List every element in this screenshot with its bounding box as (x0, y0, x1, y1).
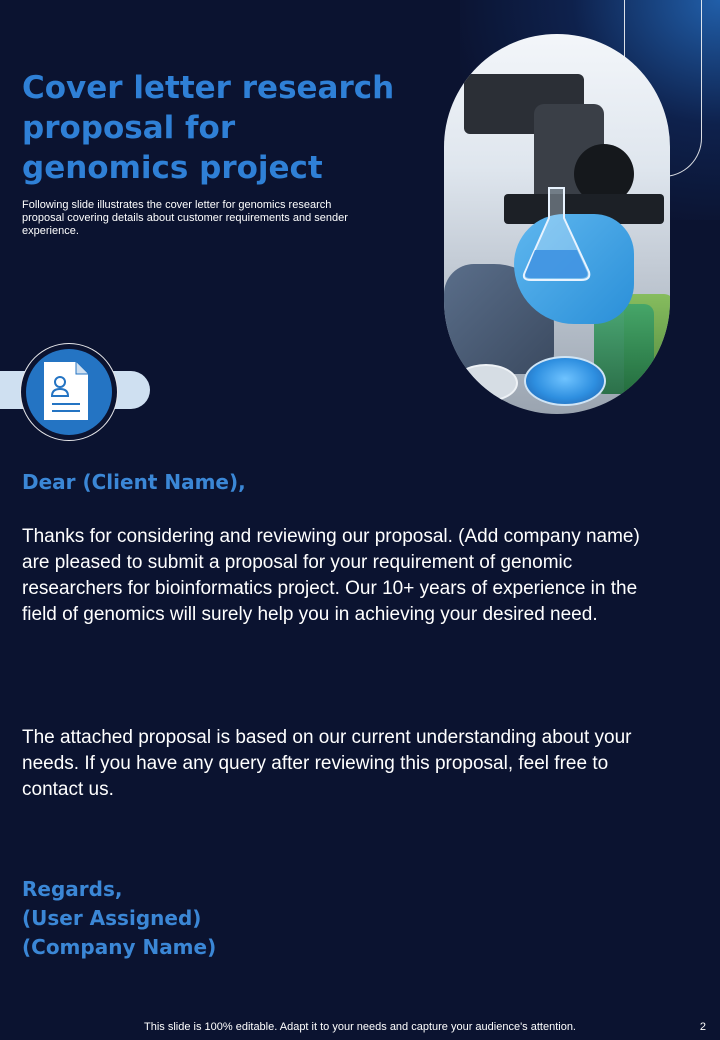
petri-dish-blue (524, 356, 606, 406)
page-title: Cover letter research proposal for genomics project (22, 70, 395, 186)
lab-photo (444, 34, 670, 414)
signoff-company: (Company Name) (22, 935, 217, 959)
letter-paragraph: Thanks for considering and reviewing our proposal. (Add company name) are pleased to submit a proposal for your requirement of genomic researchers for bioinformatics project. Our 10+ years of experience in the field of genomics will surely help you in achieving your desired need. (22, 526, 640, 625)
signoff-regards: Regards, (22, 877, 123, 901)
petri-dish (454, 364, 518, 402)
flask-icon (519, 184, 594, 284)
letter-paragraph: The attached proposal is based on our current understanding about your needs. If you have any query after reviewing this proposal, feel free to contact us. (22, 727, 632, 800)
letter-greeting: Dear (Client Name), (22, 470, 246, 494)
letter-signoff (22, 875, 216, 962)
page-subtitle: Following slide illustrates the cover letter for genomics research proposal covering details about customer requirements and sender experience. (22, 199, 348, 237)
page-number: 2 (699, 1021, 706, 1033)
signoff-user: (User Assigned) (22, 906, 202, 930)
document-user-icon (42, 360, 90, 422)
footer-note: This slide is 100% editable. Adapt it to your needs and capture your audience's attention. (144, 1021, 576, 1033)
